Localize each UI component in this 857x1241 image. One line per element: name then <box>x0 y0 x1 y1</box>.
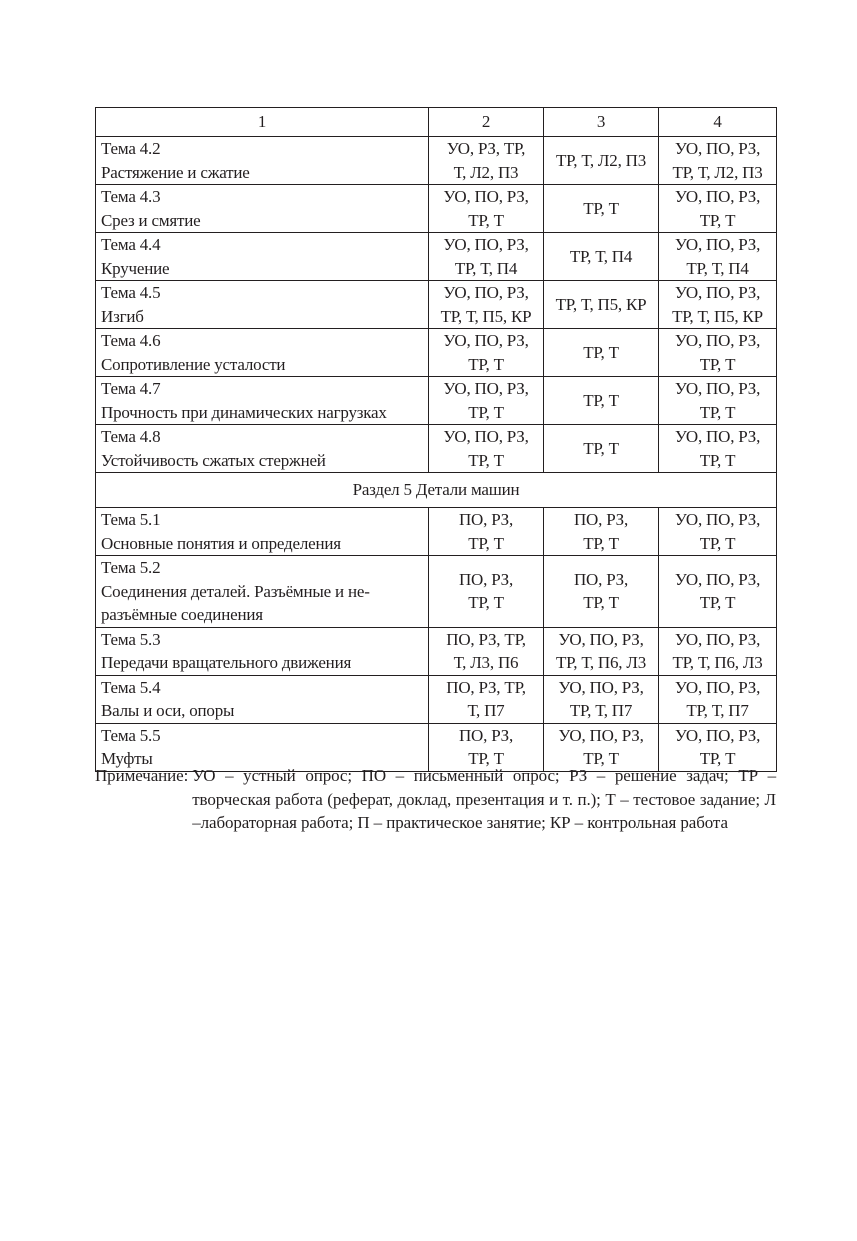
col4-cell: УО, ПО, РЗ, ТР, Т <box>659 508 777 556</box>
col4-cell: УО, ПО, РЗ, ТР, Т <box>659 556 777 628</box>
col3-cell: УО, ПО, РЗ, ТР, Т <box>544 723 659 771</box>
col4-cell: УО, ПО, РЗ, ТР, Т, П5, КР <box>659 281 777 329</box>
col2-cell: ПО, РЗ, ТР, Т <box>429 556 544 628</box>
note-label: Примечание: <box>95 766 189 785</box>
col3-cell: ПО, РЗ, ТР, Т <box>544 508 659 556</box>
col3-cell: ТР, Т, Л2, П3 <box>544 137 659 185</box>
col2-cell: УО, ПО, РЗ, ТР, Т, П5, КР <box>429 281 544 329</box>
topic-cell: Тема 5.4 Валы и оси, опоры <box>96 675 429 723</box>
topic-cell: Тема 4.5 Изгиб <box>96 281 429 329</box>
table-row <box>96 137 777 185</box>
table-row <box>96 508 777 556</box>
table-row <box>96 185 777 233</box>
table-note <box>95 764 776 835</box>
col4-cell: УО, ПО, РЗ, ТР, Т <box>659 377 777 425</box>
col4-cell: УО, ПО, РЗ, ТР, Т <box>659 723 777 771</box>
topic-cell: Тема 5.5 Муфты <box>96 723 429 771</box>
col3-cell: УО, ПО, РЗ, ТР, Т, П6, Л3 <box>544 627 659 675</box>
topic-cell: Тема 4.4 Кручение <box>96 233 429 281</box>
col2-cell: ПО, РЗ, ТР, Т, Л3, П6 <box>429 627 544 675</box>
table-row <box>96 377 777 425</box>
col3-cell: ТР, Т <box>544 425 659 473</box>
col2-cell: УО, ПО, РЗ, ТР, Т <box>429 425 544 473</box>
col3-cell: ТР, Т <box>544 329 659 377</box>
table-row <box>96 425 777 473</box>
table-row <box>96 281 777 329</box>
col4-cell: УО, ПО, РЗ, ТР, Т, П6, Л3 <box>659 627 777 675</box>
col2-cell: ПО, РЗ, ТР, Т, П7 <box>429 675 544 723</box>
section-title: Раздел 5 Детали машин <box>96 473 777 508</box>
col2-cell: УО, РЗ, ТР, Т, Л2, П3 <box>429 137 544 185</box>
table-row <box>96 329 777 377</box>
topic-cell: Тема 5.2 Соединения деталей. Разъёмные и не- разъёмные соединения <box>96 556 429 628</box>
col4-cell: УО, ПО, РЗ, ТР, Т <box>659 185 777 233</box>
assessment-table <box>95 107 777 772</box>
col3-cell: УО, ПО, РЗ, ТР, Т, П7 <box>544 675 659 723</box>
col3-cell: ТР, Т <box>544 185 659 233</box>
column-header: 1 <box>96 108 429 137</box>
table-row <box>96 233 777 281</box>
note-text: УО – устный опрос; ПО – письменный опрос; РЗ – решение задач; ТР – творческая работа (реферат, доклад, презентация и т. п.); Т – тестовое задание; Л –лабораторная работа; П – практическое занятие; КР – контрольная работа <box>192 766 776 832</box>
table-row <box>96 675 777 723</box>
column-header: 3 <box>544 108 659 137</box>
col3-cell: ТР, Т, П5, КР <box>544 281 659 329</box>
column-header: 2 <box>429 108 544 137</box>
col2-cell: ПО, РЗ, ТР, Т <box>429 508 544 556</box>
column-header: 4 <box>659 108 777 137</box>
col4-cell: УО, ПО, РЗ, ТР, Т <box>659 425 777 473</box>
topic-cell: Тема 5.3 Передачи вращательного движения <box>96 627 429 675</box>
section-row <box>96 473 777 508</box>
header-row <box>96 108 777 137</box>
topic-cell: Тема 4.6 Сопротивление усталости <box>96 329 429 377</box>
col2-cell: ПО, РЗ, ТР, Т <box>429 723 544 771</box>
topic-cell: Тема 5.1 Основные понятия и определения <box>96 508 429 556</box>
col4-cell: УО, ПО, РЗ, ТР, Т, П7 <box>659 675 777 723</box>
col3-cell: ТР, Т <box>544 377 659 425</box>
col2-cell: УО, ПО, РЗ, ТР, Т, П4 <box>429 233 544 281</box>
table-row <box>96 627 777 675</box>
topic-cell: Тема 4.8 Устойчивость сжатых стержней <box>96 425 429 473</box>
col4-cell: УО, ПО, РЗ, ТР, Т <box>659 329 777 377</box>
col2-cell: УО, ПО, РЗ, ТР, Т <box>429 185 544 233</box>
col3-cell: ТР, Т, П4 <box>544 233 659 281</box>
col4-cell: УО, ПО, РЗ, ТР, Т, П4 <box>659 233 777 281</box>
col4-cell: УО, ПО, РЗ, ТР, Т, Л2, П3 <box>659 137 777 185</box>
table-row <box>96 556 777 628</box>
col3-cell: ПО, РЗ, ТР, Т <box>544 556 659 628</box>
topic-cell: Тема 4.2 Растяжение и сжатие <box>96 137 429 185</box>
col2-cell: УО, ПО, РЗ, ТР, Т <box>429 329 544 377</box>
topic-cell: Тема 4.3 Срез и смятие <box>96 185 429 233</box>
col2-cell: УО, ПО, РЗ, ТР, Т <box>429 377 544 425</box>
topic-cell: Тема 4.7 Прочность при динамических нагрузках <box>96 377 429 425</box>
